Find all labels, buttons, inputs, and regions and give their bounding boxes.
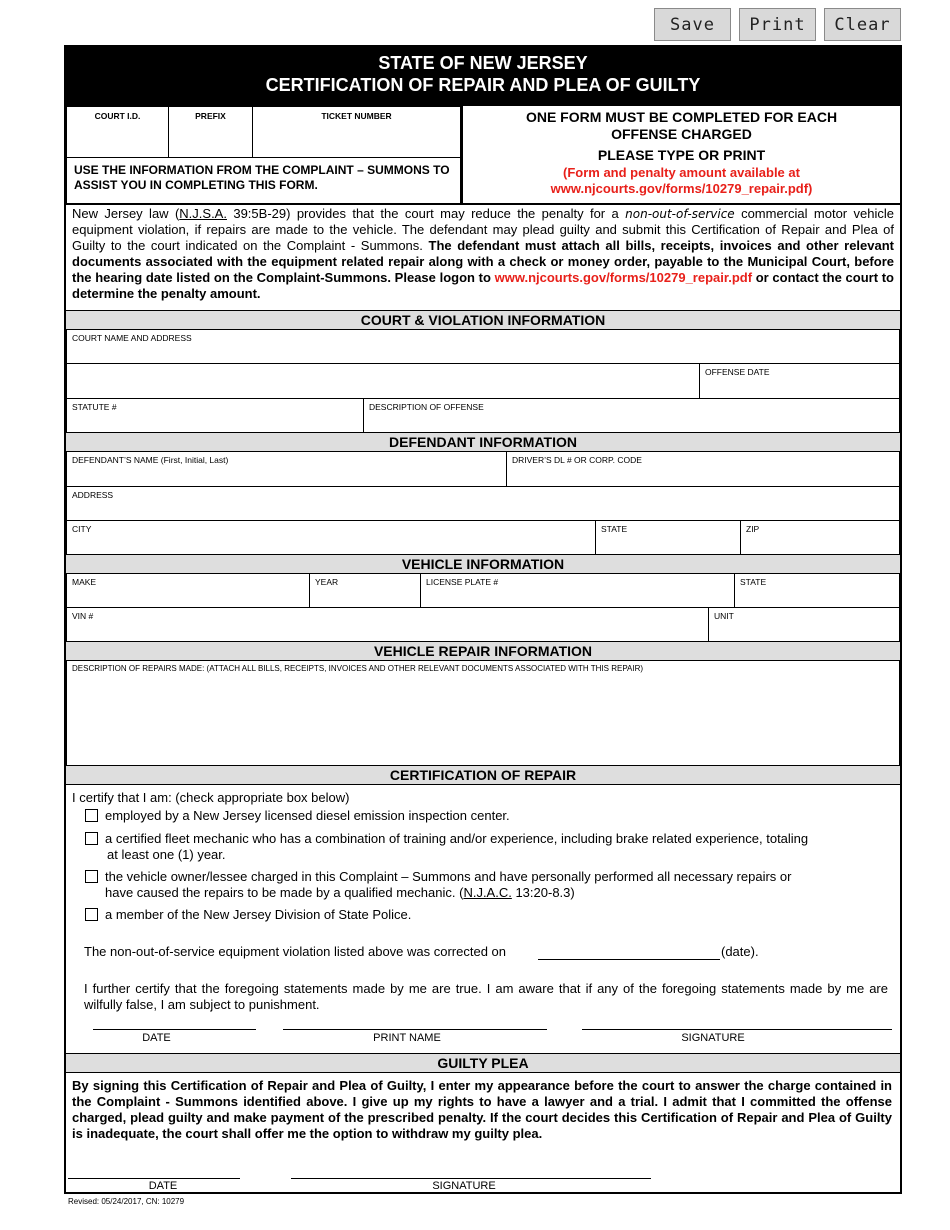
repairs-description-field[interactable]: DESCRIPTION OF REPAIRS MADE: (ATTACH ALL BILLS, RECEIPTS, INVOICES AND OTHER RELEVANT DOCUMENTS ASSOCIATED WITH THIS REPAIR) [66, 660, 900, 766]
notice-line-1: ONE FORM MUST BE COMPLETED FOR EACH [525, 109, 838, 125]
prefix-field[interactable]: PREFIX [168, 106, 253, 158]
notice-block [463, 109, 900, 197]
checkbox-owner-lessee[interactable] [85, 870, 98, 883]
section-vehicle: VEHICLE INFORMATION [66, 554, 900, 574]
statute-field[interactable]: STATUTE # [66, 398, 364, 433]
title-line-2: CERTIFICATION OF REPAIR AND PLEA OF GUILTY [265, 75, 701, 95]
cert-option-4: a member of the New Jersey Division of State Police. [105, 907, 412, 922]
plea-date-label: DATE [148, 1180, 178, 1192]
court-id-field[interactable]: COURT I.D. [66, 106, 169, 158]
section-defendant: DEFENDANT INFORMATION [66, 432, 900, 452]
cert-option-1: employed by a New Jersey licensed diesel emission inspection center. [105, 808, 510, 823]
clear-button[interactable]: Clear [824, 8, 901, 41]
further-certify-text: I further certify that the foregoing statements made by me are true. I am aware that if any of the foregoing statements made by me are wilfully false, I am subject to punishment. [84, 981, 888, 1012]
notice-line-2: OFFENSE CHARGED [611, 126, 752, 142]
guilty-plea-text: By signing this Certification of Repair and Plea of Guilty, I enter my appearance before the court to answer the charge contained in the Complaint - Summons identified above. I give up my rights to have a lawyer and a trial. I admit that I committed the offense charged, plead guilty and make payment of the prescribed penalty. If the court decides this Certification of Repair and Plea of Guilty is inadequate, the court shall offer me the option to withdraw my guilty plea. [72, 1078, 892, 1141]
cert-signature-line[interactable] [582, 1029, 892, 1030]
cert-option-2: a certified fleet mechanic who has a combination of training and/or experience, including brake related experience, totaling at least one (1) year. [105, 831, 809, 862]
unit-field[interactable]: UNIT [708, 607, 900, 642]
make-field[interactable]: MAKE [66, 573, 310, 608]
offense-date-field[interactable]: OFFENSE DATE [699, 363, 900, 399]
rule [66, 203, 900, 205]
use-info-text: USE THE INFORMATION FROM THE COMPLAINT – SUMMONS TO ASSIST YOU IN COMPLETING THIS FORM. [74, 163, 450, 192]
checkbox-emission-center[interactable] [85, 809, 98, 822]
checkbox-state-police[interactable] [85, 908, 98, 921]
intro-url-link[interactable]: www.njcourts.gov/forms/10279_repair.pdf [494, 270, 753, 285]
cert-date-line[interactable] [93, 1029, 256, 1030]
cert-print-name-line[interactable] [283, 1029, 547, 1030]
section-court-violation: COURT & VIOLATION INFORMATION [66, 310, 900, 330]
vin-field[interactable]: VIN # [66, 607, 709, 642]
year-field[interactable]: YEAR [309, 573, 421, 608]
cert-intro: I certify that I am: (check appropriate box below) [72, 790, 350, 805]
notice-red-1: (Form and penalty amount available at [563, 165, 800, 180]
drivers-license-field[interactable]: DRIVER’S DL # OR CORP. CODE [506, 451, 900, 487]
court-name-field[interactable]: COURT NAME AND ADDRESS [66, 329, 900, 364]
city-field[interactable]: CITY [66, 520, 596, 555]
section-vehicle-repair: VEHICLE REPAIR INFORMATION [66, 641, 900, 661]
corrected-statement: The non-out-of-service equipment violation listed above was corrected on [84, 944, 507, 959]
notice-red-2: www.njcourts.gov/forms/10279_repair.pdf) [550, 181, 813, 196]
zip-field[interactable]: ZIP [740, 520, 900, 555]
address-field[interactable]: ADDRESS [66, 486, 900, 521]
ticket-number-field[interactable]: TICKET NUMBER [252, 106, 461, 158]
vehicle-state-field[interactable]: STATE [734, 573, 900, 608]
section-certification: CERTIFICATION OF REPAIR [66, 765, 900, 785]
print-button[interactable]: Print [739, 8, 816, 41]
offense-description-field[interactable]: DESCRIPTION OF OFFENSE [363, 398, 900, 433]
section-guilty-plea: GUILTY PLEA [66, 1053, 900, 1073]
title-line-1: STATE OF NEW JERSEY [378, 53, 588, 73]
license-plate-field[interactable]: LICENSE PLATE # [420, 573, 735, 608]
notice-line-3: PLEASE TYPE OR PRINT [597, 147, 766, 163]
corrected-date-suffix: (date). [721, 944, 759, 959]
intro-paragraph: New Jersey law (N.J.S.A. 39:5B-29) provides that the court may reduce the penalty for a non-out-of-service commercial motor vehicle equipment violation, if repairs are made to the vehicle. The defendant may plead guilty and submit this Certification of Repair and Plea of Guilty to the court indicated on the Complaint - Summons. The defendant must attach all bills, receipts, invoices and other relevant documents associated with the equipment related repair along with a check or money order, payable to the Municipal Court, before the hearing date listed on the Complaint-Summons. Please logon to www.njcourts.gov/forms/10279_repair.pdf or contact the court to determine the penalty amount. [72, 206, 895, 301]
plea-signature-label: SIGNATURE [432, 1180, 496, 1192]
cert-option-3: the vehicle owner/lessee charged in this Complaint – Summons and have personally performed all necessary repairs or have caused the repairs to be made by a qualified mechanic. (N.J.A.C. 13:20-8.3) [105, 869, 792, 900]
save-button[interactable]: Save [654, 8, 731, 41]
state-field[interactable]: STATE [595, 520, 741, 555]
corrected-date-input[interactable] [538, 959, 720, 960]
plea-date-line[interactable] [68, 1178, 240, 1179]
cert-date-label: DATE [142, 1032, 171, 1044]
use-info-box [66, 157, 461, 204]
revision-footer: Revised: 05/24/2017, CN: 10279 [68, 1197, 185, 1206]
plea-signature-line[interactable] [291, 1178, 651, 1179]
cert-print-name-label: PRINT NAME [373, 1032, 441, 1044]
form-title [64, 45, 902, 106]
cert-signature-label: SIGNATURE [681, 1032, 745, 1044]
checkbox-fleet-mechanic[interactable] [85, 832, 98, 845]
court-address-field[interactable] [66, 363, 700, 399]
defendant-name-field[interactable]: DEFENDANT’S NAME (First, Initial, Last) [66, 451, 507, 487]
